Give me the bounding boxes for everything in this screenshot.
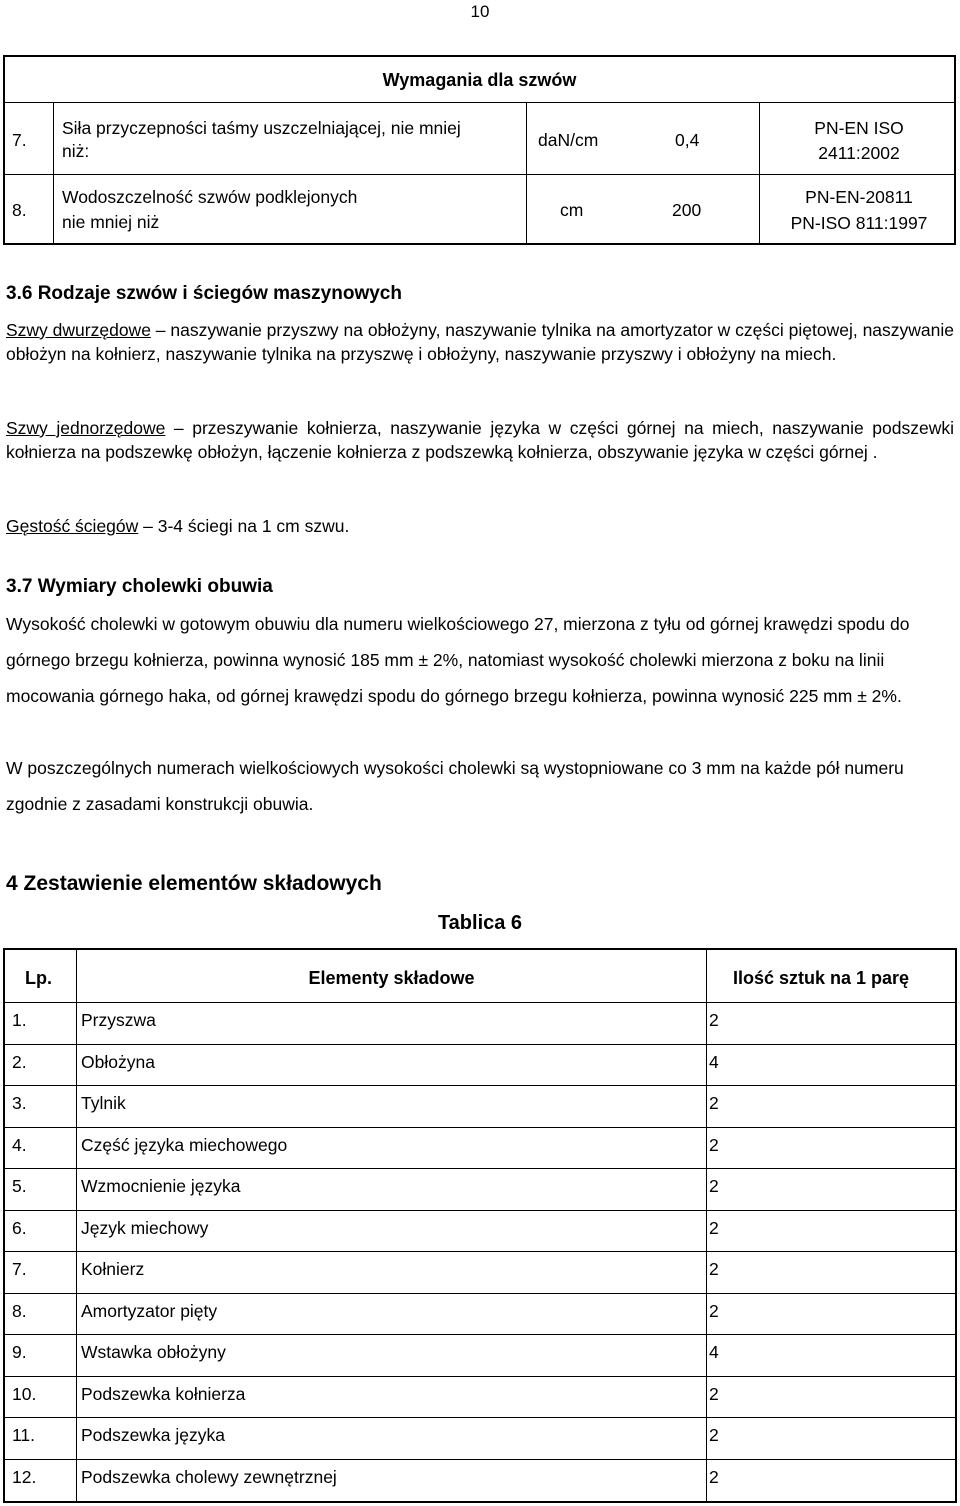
term-stitch-density: Gęstość ściegów (6, 516, 139, 536)
row-element: Przyszwa (81, 1010, 156, 1030)
row-element: Część języka miechowego (81, 1134, 288, 1155)
table-row (5, 1334, 955, 1376)
term-single-seams: Szwy jednorzędowe (6, 418, 166, 438)
row-element: Podszewka języka (81, 1425, 225, 1445)
seam-row-norm: PN-ISO 811:1997 (790, 213, 928, 233)
text-double-seams: – naszywanie przyszwy na obłożyny, naszywanie tylnika na amortyzator w części piętowej, naszywanie obłożyn na kołnierz, naszywanie tylnika na przyszwę i obłożyny, naszywanie przyszwy i obłożyny na miech. (6, 320, 955, 364)
row-element: Podszewka kołnierza (81, 1383, 246, 1404)
seam-row-desc: niż: (62, 141, 90, 161)
table-row (5, 1459, 955, 1501)
table-row (5, 1417, 955, 1459)
row-element: Podszewka cholewy zewnętrznej (81, 1466, 337, 1487)
seam-row-norm: PN-EN ISO (814, 118, 904, 138)
page-number: 10 (470, 2, 490, 21)
seam-row-desc: Wodoszczelność szwów podklejonych (62, 187, 358, 207)
section-heading-4: 4 Zestawienie elementów składowych (6, 872, 382, 895)
components-table (3, 948, 957, 1503)
seam-requirements-table (3, 55, 956, 245)
row-lp: 8. (12, 1300, 27, 1321)
row-divider (5, 102, 954, 103)
table-row (5, 1085, 955, 1127)
row-qty: 2 (709, 1134, 719, 1155)
row-lp: 12. (12, 1466, 37, 1487)
paragraph-stitch-density (6, 515, 954, 539)
table-row (5, 1251, 955, 1293)
seam-row-no: 7. (12, 130, 27, 150)
table-row (5, 1002, 955, 1044)
row-qty: 4 (709, 1342, 719, 1362)
row-element: Tylnik (81, 1093, 126, 1113)
row-qty: 2 (709, 1425, 719, 1445)
seam-row-desc: nie mniej niż (62, 212, 160, 232)
seam-table-title: Wymagania dla szwów (382, 70, 577, 90)
row-qty: 2 (709, 1217, 719, 1238)
row-lp: 11. (12, 1425, 36, 1445)
row-qty: 2 (709, 1176, 719, 1196)
row-qty: 2 (709, 1259, 719, 1279)
seam-row-value: 200 (672, 200, 702, 220)
row-lp: 3. (12, 1093, 27, 1113)
seam-row-norm: 2411:2002 (818, 143, 900, 163)
row-qty: 4 (709, 1051, 719, 1072)
paragraph-double-seams (6, 319, 954, 366)
header-element: Elementy składowe (308, 968, 475, 988)
row-qty: 2 (709, 1300, 719, 1321)
term-double-seams: Szwy dwurzędowe (6, 320, 151, 340)
seam-row-no: 8. (12, 200, 27, 220)
header-qty: Ilość sztuk na 1 parę (733, 968, 910, 988)
row-lp: 7. (12, 1259, 27, 1279)
table-row (5, 1127, 955, 1169)
row-lp: 9. (12, 1342, 27, 1362)
header-lp: Lp. (25, 968, 52, 988)
row-element: Obłożyna (81, 1051, 155, 1072)
row-lp: 5. (12, 1176, 27, 1196)
table-row (5, 1293, 955, 1335)
section-heading-3-7: 3.7 Wymiary cholewki obuwia (6, 576, 273, 597)
seam-row-unit: daN/cm (538, 130, 599, 150)
row-divider (5, 174, 954, 175)
column-divider (53, 102, 54, 243)
row-lp: 1. (12, 1010, 27, 1030)
row-lp: 10. (12, 1383, 37, 1404)
row-qty: 2 (709, 1383, 719, 1404)
column-divider (526, 102, 527, 243)
seam-row-norm: PN-EN-20811 (805, 187, 913, 207)
row-element: Amortyzator pięty (81, 1300, 218, 1321)
row-qty: 2 (709, 1010, 719, 1030)
row-element: Wstawka obłożyny (81, 1342, 226, 1362)
paragraph-single-seams (6, 417, 954, 464)
text-single-seams: – przeszywanie kołnierza, naszywanie języka w części górnej na miech, naszywanie podszewki kołnierza na podszewkę obłożyn, łączenie kołnierza z podszewką kołnierza, obszywanie języka w części górnej . (6, 418, 955, 462)
paragraph-upper-height: Wysokość cholewki w gotowym obuwiu dla numeru wielkościowego 27, mierzona z tyłu od górnej krawędzi spodu do górnego brzegu kołnierza, powinna wynosić 185 mm ± 2%, natomiast wysokość cholewki mierzona z boku na linii mocowania górnego haka, od górnej krawędzi spodu do górnego brzegu kołnierza, powinna wynosić 225 mm ± 2%. (6, 614, 910, 706)
row-element: Kołnierz (81, 1259, 145, 1279)
table-row (5, 1210, 955, 1252)
row-lp: 4. (12, 1134, 27, 1155)
table-caption: Tablica 6 (437, 912, 523, 934)
paragraph-upper-grading: W poszczególnych numerach wielkościowych wysokości cholewki są wystopniowane co 3 mm na każde pół numeru zgodnie z zasadami konstrukcji obuwia. (6, 758, 904, 814)
seam-row-value: 0,4 (675, 130, 700, 150)
table-row (5, 1044, 955, 1086)
seam-row-unit: cm (560, 200, 584, 220)
table-row (5, 1376, 955, 1418)
table-row (5, 1168, 955, 1210)
row-element: Język miechowy (81, 1217, 209, 1238)
row-qty: 2 (709, 1466, 719, 1487)
text-stitch-density: – 3-4 ściegi na 1 cm szwu. (138, 516, 350, 536)
row-lp: 2. (12, 1051, 27, 1072)
row-lp: 6. (12, 1217, 27, 1238)
row-element: Wzmocnienie języka (81, 1176, 241, 1196)
row-qty: 2 (709, 1093, 719, 1113)
seam-row-desc: Siła przyczepności taśmy uszczelniającej, nie mniej (62, 118, 461, 138)
section-heading-3-6: 3.6 Rodzaje szwów i ściegów maszynowych (6, 283, 402, 304)
